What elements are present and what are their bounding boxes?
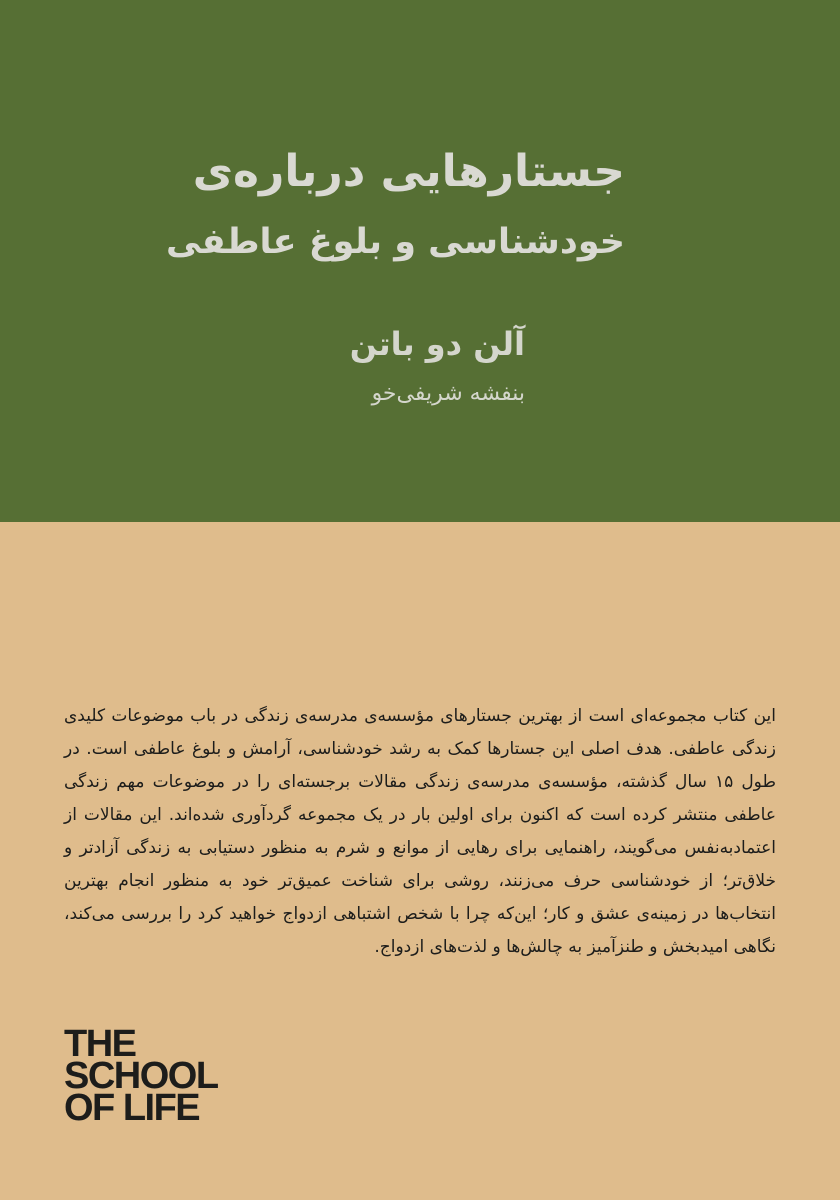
- author-name: آلن دو باتن: [349, 325, 525, 363]
- credits-block: [125, 318, 525, 412]
- back-cover-blurb: این کتاب مجموعه‌ای است از بهترین جستارهای مؤسسه‌ی مدرسه‌ی زندگی در باب موضوعات کلیدی زندگی عاطفی. هدف اصلی این جستارها کمک به رشد خودشناسی، آرامش و بلوغ عاطفی است. در طول ۱۵ سال گذشته، مؤسسه‌ی مدرسه‌ی زندگی مقالات برجسته‌ای را در موضوعات مهم زندگی عاطفی منتشر کرده است که اکنون برای اولین بار در یک مجموعه گردآوری شده‌اند. این مقالات از اعتمادبه‌نفس می‌گویند، راهنمایی برای رهایی از موانع و شرم به منظور دستیابی به زندگی آزادتر و خلاق‌تر؛ از خودشناسی حرف می‌زنند، روشی برای شناخت عمیق‌تر خود به منظور انجام بهترین انتخاب‌ها در زمینه‌ی عشق و کار؛ این‌که چرا با شخص اشتباهی ازدواج خواهید کرد را بررسی می‌کند، نگاهی امیدبخش و طنزآمیز به چالش‌ها و لذت‌های ازدواج.: [64, 706, 776, 957]
- logo-line-1: THE: [64, 1023, 136, 1065]
- logo-line-3: OF LIFE: [64, 1087, 200, 1129]
- book-subtitle: خودشناسی و بلوغ عاطفی: [165, 222, 625, 262]
- title-block: [25, 140, 625, 272]
- cover-top-panel: [0, 0, 840, 522]
- logo-line-2: SCHOOL: [64, 1055, 218, 1097]
- publisher-logo: [64, 1023, 218, 1129]
- book-title: جستارهایی درباره‌ی: [192, 146, 625, 197]
- translator-name: بنفشه شریفی‌خو: [371, 381, 525, 406]
